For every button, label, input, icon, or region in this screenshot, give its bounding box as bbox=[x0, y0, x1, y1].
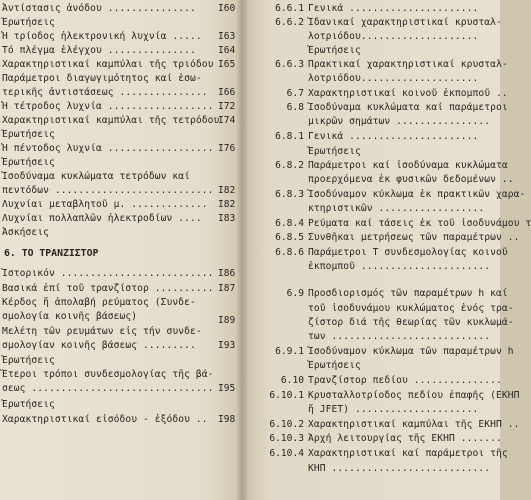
toc-entry: Ἐρωτήσεις bbox=[308, 146, 361, 157]
toc-entry: σεως ............................... bbox=[2, 383, 214, 394]
toc-entry: τερικῆς ἀντιστάσεως ............... bbox=[2, 87, 208, 98]
left-page bbox=[0, 0, 244, 500]
toc-entry: Χαρακτηριστικαί καί παράμετροι τῆς bbox=[308, 448, 508, 459]
toc-entry: Ἱστορικόν .......................... bbox=[2, 268, 214, 279]
page-number: Ι95 bbox=[218, 383, 236, 394]
toc-entry: ζίστορ διά τῆς θεωρίας τῶν κυκλωμά- bbox=[308, 317, 514, 328]
section-number: 6.8.6 bbox=[275, 247, 304, 258]
toc-entry: Ἐρωτήσεις bbox=[2, 157, 55, 168]
page-number: Ι65 bbox=[218, 59, 236, 70]
page-number: Ι60 bbox=[218, 3, 236, 14]
toc-entry: τοῦ ἰσοδυνάμου κυκλώματος ἑνός τρα- bbox=[308, 303, 514, 314]
page-number: Ι72 bbox=[218, 101, 236, 112]
section-number: 6.10.2 bbox=[269, 419, 304, 430]
toc-entry: ΚΗΠ ........................... bbox=[308, 463, 491, 474]
page-number: Ι98 bbox=[218, 414, 236, 425]
toc-entry: των ........................... bbox=[308, 331, 491, 342]
toc-entry: Πρακτικαί χαρακτηριστικαί κρυσταλ- bbox=[308, 59, 508, 70]
toc-entry: λοτριόδου.................... bbox=[308, 73, 479, 84]
section-number: 6.9.1 bbox=[275, 346, 304, 357]
toc-entry: Παράμετροι Τ συνδεσμολογίας κοινοῦ bbox=[308, 247, 508, 258]
toc-entry: Τρανζίστορ πεδίου ............... bbox=[308, 375, 502, 386]
toc-entry: σμολογία κοινῆς βάσεως) bbox=[2, 311, 138, 322]
toc-entry: Χαρακτηριστικαί εἰσόδου - ἐξόδου .. bbox=[2, 414, 208, 425]
section-number: 6.10 bbox=[280, 375, 304, 386]
section-number: 6.8.2 bbox=[275, 160, 304, 171]
toc-entry: προερχόμενα ἐκ φυσικῶν δεδομένων .. bbox=[308, 174, 514, 185]
toc-entry: Ἰσοδύναμον κύκλωμα ἐκ πρακτικῶν χαρα- bbox=[308, 189, 526, 200]
toc-entry: Ἐρωτήσεις bbox=[2, 355, 55, 366]
section-number: 6.9 bbox=[286, 288, 304, 299]
toc-entry: Κρυσταλλοτρίοδος πεδίου ἐπαφῆς (ΕΚΗΠ bbox=[308, 390, 520, 401]
toc-entry: Ἰδανικαί χαρακτηριστικαί κρυσταλ- bbox=[308, 17, 502, 28]
page-number: Ι93 bbox=[218, 340, 236, 351]
toc-entry: Βασικά ἐπί τοῦ τρανζίστορ .......... bbox=[2, 283, 214, 294]
page-number: Ι74 bbox=[218, 115, 236, 126]
toc-entry: μικρῶν σημάτων ................ bbox=[308, 116, 491, 127]
toc-entry: Ἀντίστασις ἀνόδου ............... bbox=[2, 3, 196, 14]
toc-entry: Ἀσκήσεις bbox=[2, 227, 50, 238]
page-number: Ι64 bbox=[218, 45, 236, 56]
toc-entry: Λυχνίαι πολλαπλῶν ἠλεκτροδίων .... bbox=[2, 213, 202, 224]
toc-entry: λοτριόδου.................... bbox=[308, 31, 479, 42]
toc-entry: Χαρακτηριστικαί καμπύλαι τῆς ΕΚΗΠ .. bbox=[308, 419, 520, 430]
section-number: 6.8.1 bbox=[275, 131, 304, 142]
toc-entry: Χαρακτηριστικαί καμπύλαι τῆς τετρόδου bbox=[2, 115, 220, 126]
toc-entry: Κέρδος ἤ ἀπολαβή ρεύματος (Συνδε- bbox=[2, 297, 196, 308]
toc-entry: Ρεύματα καί τάσεις ἐκ τοῦ ἰσοδυνάμου τ bbox=[308, 218, 531, 229]
toc-entry: Παράμετροι καί ἰσοδύναμα κυκλώματα bbox=[308, 160, 508, 171]
section-number: 6.7 bbox=[286, 88, 304, 99]
page-number: Ι76 bbox=[218, 143, 236, 154]
toc-entry: Τό πλέγμα ἐλέγχου ............... bbox=[2, 45, 196, 56]
section-number: 6.6.3 bbox=[275, 59, 304, 70]
toc-entry: Ἐρωτήσεις bbox=[2, 17, 55, 28]
page-number: Ι82 bbox=[218, 185, 236, 196]
toc-entry: Παράμετροι διαγωγιμότητος καί ἐσω- bbox=[2, 73, 202, 84]
toc-entry: Γενικά ...................... bbox=[308, 131, 479, 142]
toc-entry: Ἰσοδύναμα κυκλώματα τετρόδων καί bbox=[2, 171, 191, 182]
toc-entry: ἤ JFET) ..................... bbox=[308, 404, 479, 415]
page-number: Ι87 bbox=[218, 283, 236, 294]
page-number: Ι66 bbox=[218, 87, 236, 98]
section-number: 6.10.1 bbox=[269, 390, 304, 401]
toc-entry: Συνθῆκαι μετρήσεως τῶν παραμέτρων .. bbox=[308, 232, 520, 243]
page-number: Ι63 bbox=[218, 31, 236, 42]
section-number: 6.6.1 bbox=[275, 3, 304, 14]
toc-entry: Ἐρωτήσεις bbox=[308, 360, 361, 371]
toc-entry: Ἰσοδύναμον κύκλωμα τῶν παραμέτρων h bbox=[308, 346, 514, 357]
toc-entry: Ἡ τρίοδος ἠλεκτρονική λυχνία ..... bbox=[2, 31, 202, 42]
section-number: 6.6.2 bbox=[275, 17, 304, 28]
toc-entry: ἐκπομποῦ ...................... bbox=[308, 261, 491, 272]
toc-entry: Λυχνίαι μεταβλητοῦ μ. ............. bbox=[2, 199, 208, 210]
page-number: Ι86 bbox=[218, 268, 236, 279]
section-number: 6.8.3 bbox=[275, 189, 304, 200]
toc-entry: Ἐρωτήσεις bbox=[308, 45, 361, 56]
toc-entry: κτηριστικῶν .................. bbox=[308, 203, 485, 214]
toc-entry: Ἰσοδύναμα κυκλώματα καί παράμετροι bbox=[308, 102, 508, 113]
page-number: Ι82 bbox=[218, 199, 236, 210]
toc-entry: σμολογίαν κοινῆς βάσεως ......... bbox=[2, 340, 196, 351]
toc-entry: πεντόδων ........................... bbox=[2, 185, 214, 196]
book-gutter bbox=[236, 0, 248, 500]
section-number: 6.10.3 bbox=[269, 433, 304, 444]
section-number: 6.10.4 bbox=[269, 448, 304, 459]
toc-entry: Ἀρχή λειτουργίας τῆς ΕΚΗΠ ....... bbox=[308, 433, 502, 444]
toc-entry: Ἐρωτήσεις bbox=[2, 129, 55, 140]
chapter-heading: 6. ΤΟ ΤΡΑΝΖΙΣΤΟΡ bbox=[4, 248, 99, 259]
toc-entry: Ἕτεροι τρόποι συνδεσμολογίας τῆς βά- bbox=[2, 369, 214, 380]
section-number: 6.8.5 bbox=[275, 232, 304, 243]
toc-entry: Γενικά ...................... bbox=[308, 3, 479, 14]
toc-entry: Προσδιορισμός τῶν παραμέτρων h καί bbox=[308, 288, 508, 299]
page-number: Ι83 bbox=[218, 213, 236, 224]
right-page bbox=[244, 0, 531, 500]
toc-entry: Χαρακτηριστικαί κοινοῦ ἐκπομποῦ .. bbox=[308, 88, 508, 99]
toc-entry: Χαρακτηριστικαί καμπύλαι τῆς τριόδου bbox=[2, 59, 214, 70]
page-number: Ι89 bbox=[218, 315, 236, 326]
toc-entry: Ἐρωτήσεις bbox=[2, 399, 55, 410]
section-number: 6.8 bbox=[286, 102, 304, 113]
section-number: 6.8.4 bbox=[275, 218, 304, 229]
toc-entry: Ἡ τέτροδος λυχνία .................. bbox=[2, 101, 214, 112]
toc-entry: Ἡ πέντοδος λυχνία .................. bbox=[2, 143, 214, 154]
toc-entry: Μελέτη τῶν ρευμάτων εἰς τήν συνδε- bbox=[2, 326, 202, 337]
